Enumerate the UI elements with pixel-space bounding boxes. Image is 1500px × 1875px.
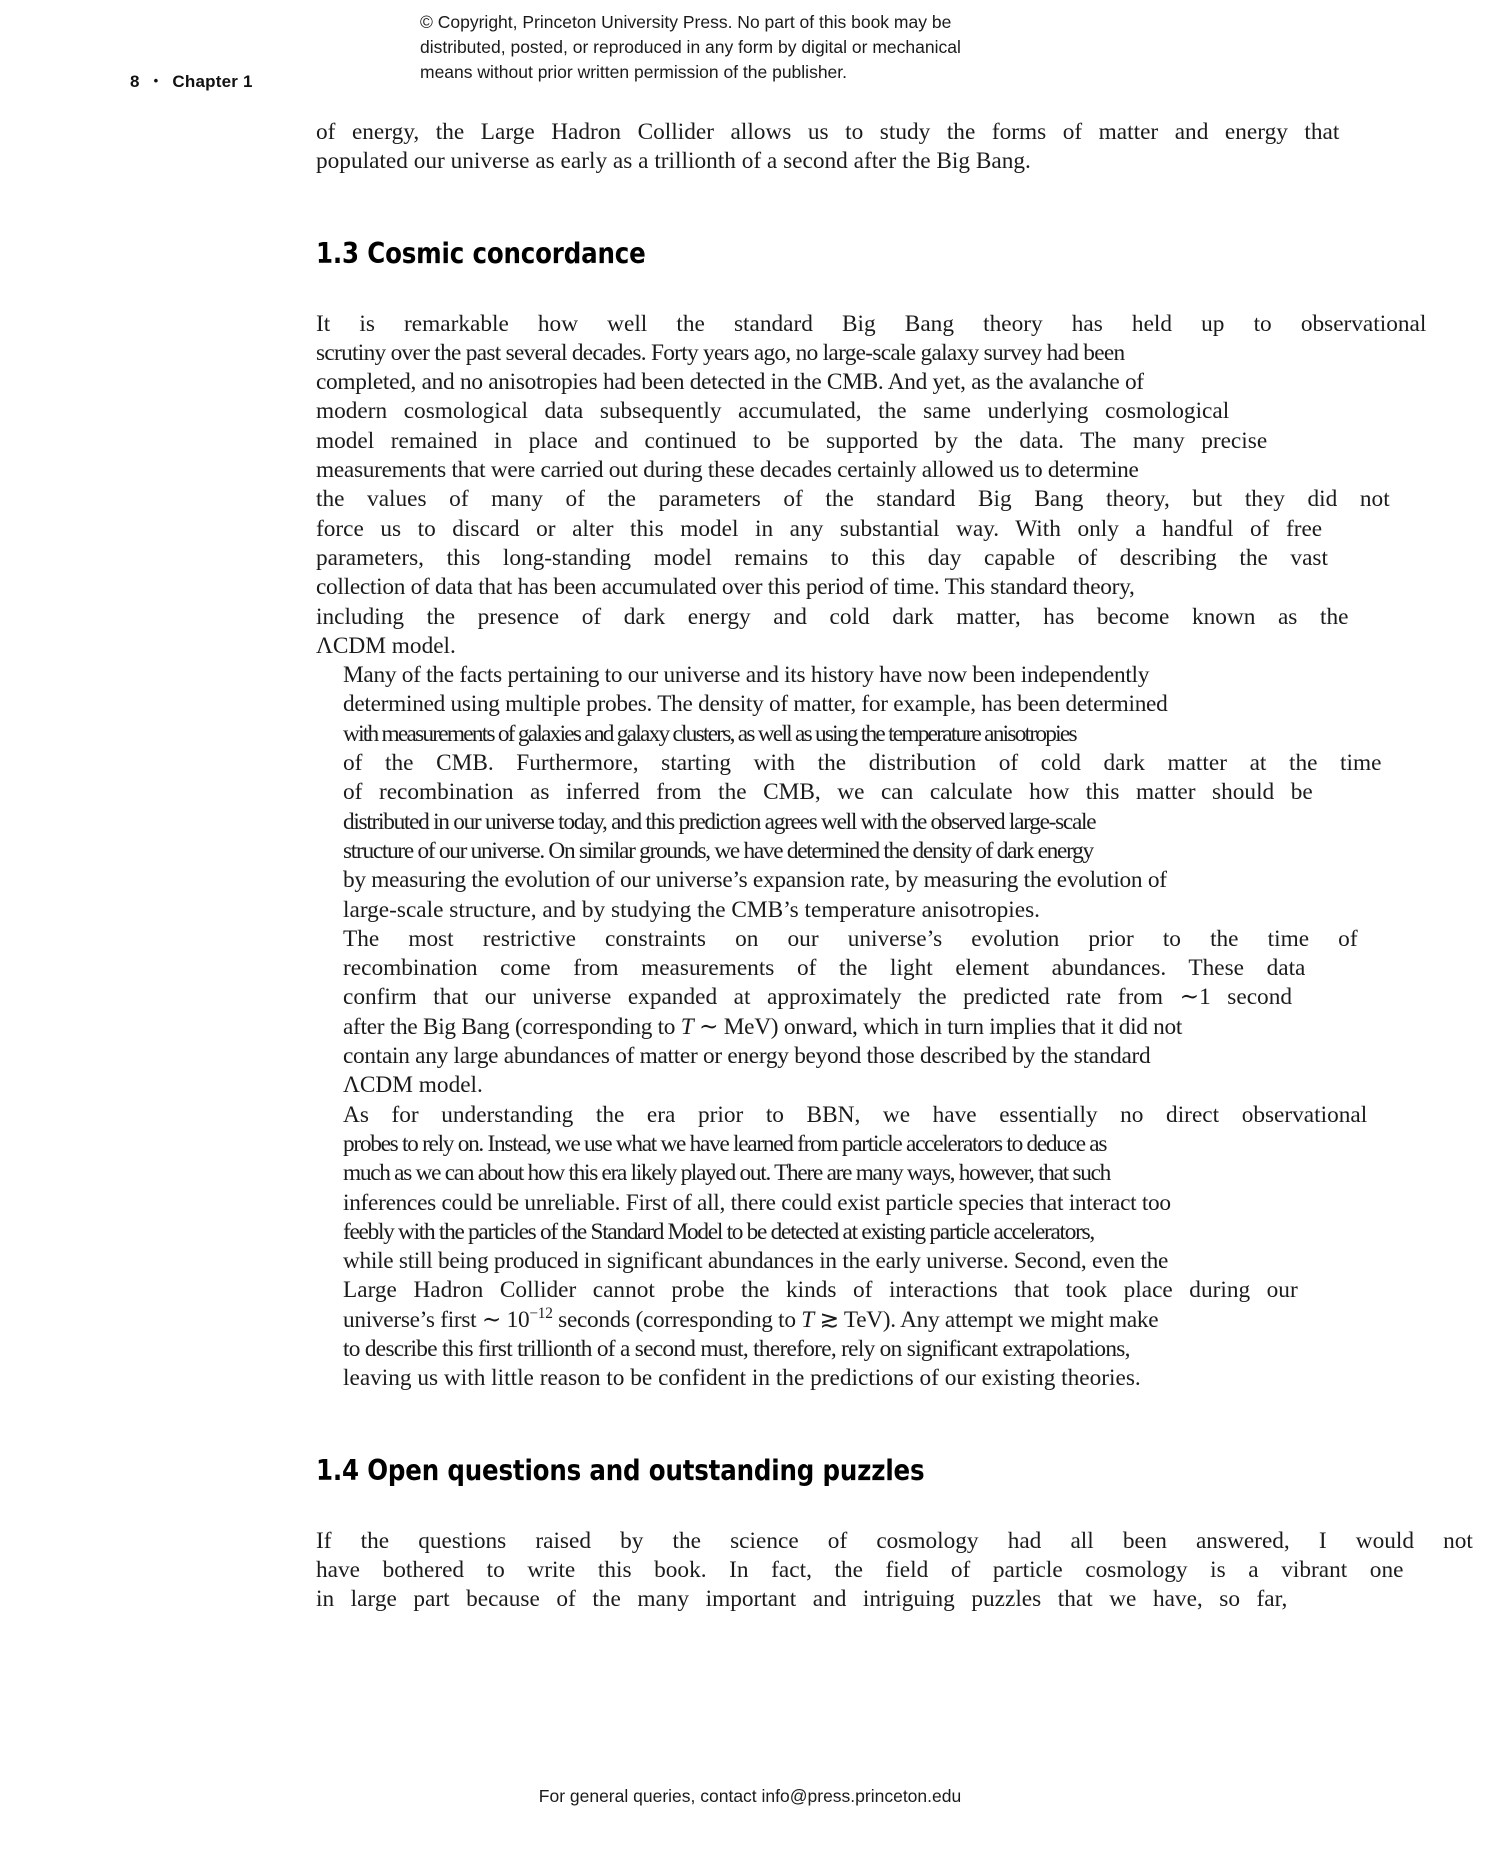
text-line: model remained in place and continued to be supported by the data. The many precise (316, 427, 1268, 454)
text-fragment: seconds (corresponding to (552, 1306, 802, 1333)
text-line: inferences could be unreliable. First of all, there could exist particle species that interact too (343, 1189, 1171, 1216)
paragraph-1-3-2 (316, 661, 1382, 925)
text-line: determined using multiple probes. The density of matter, for example, has been determined (343, 691, 1168, 718)
paragraph-1-4-1 (316, 1527, 1473, 1615)
text-line: of recombination as inferred from the CMB, we can calculate how this matter should be (343, 779, 1313, 806)
text-line: recombination come from measurements of the light element abundances. These data (343, 955, 1306, 982)
text-line: much as we can about how this era likely played out. There are many ways, however, that such (343, 1160, 1111, 1187)
text-line-math (316, 1013, 1183, 1042)
text-line: of energy, the Large Hadron Collider allows us to study the forms of matter and energy that (316, 119, 1340, 145)
text-line: parameters, this long-standing model remains to this day capable of describing the vast (316, 544, 1328, 571)
copyright-notice (420, 10, 1060, 85)
math-symbol-temperature: T (801, 1306, 814, 1333)
text-fragment: ∼ MeV) onward, which in turn implies that it did not (693, 1013, 1183, 1040)
heading-section-1-3: 1.3 Cosmic concordance (316, 236, 646, 270)
text-fragment: ≳ TeV). Any attempt we might make (813, 1306, 1159, 1333)
text-line: It is remarkable how well the standard Big Bang theory has held up to observational (316, 310, 1427, 337)
text-line: completed, and no anisotropies had been detected in the CMB. And yet, as the avalanche of (316, 369, 1144, 396)
copyright-line-1: © Copyright, Princeton University Press. No part of this book may be (420, 12, 952, 32)
text-line: with measurements of galaxies and galaxy clusters, as well as using the temperature anisotropies (343, 720, 1076, 747)
text-line: modern cosmological data subsequently accumulated, the same underlying cosmological (316, 398, 1230, 425)
paragraph-1-3-4 (316, 1101, 1368, 1394)
text-line: structure of our universe. On similar grounds, we have determined the density of dark energy (343, 837, 1093, 864)
text-line: while still being produced in significant abundances in the early universe. Second, even the (343, 1248, 1169, 1275)
paragraph-1-3-3 (316, 925, 1358, 1101)
text-line: the values of many of the parameters of the standard Big Bang theory, but they did not (316, 486, 1390, 513)
paragraph-carryover (316, 118, 1340, 177)
text-line: Large Hadron Collider cannot probe the kinds of interactions that took place during our (343, 1277, 1298, 1304)
math-symbol-temperature: T (680, 1013, 694, 1040)
text-line: in large part because of the many important and intriguing puzzles that we have, so far, (316, 1586, 1288, 1613)
chapter-label: Chapter 1 (172, 72, 253, 91)
heading-section-1-4: 1.4 Open questions and outstanding puzzles (316, 1453, 925, 1487)
math-exponent: −12 (529, 1304, 553, 1322)
text-line: The most restrictive constraints on our universe’s evolution prior to the time of (343, 925, 1358, 952)
text-line: Many of the facts pertaining to our universe and its history have now been independently (343, 662, 1150, 689)
copyright-line-3: means without prior written permission of the publisher. (420, 61, 848, 82)
copyright-line-2: distributed, posted, or reproduced in any form by digital or mechanical (420, 36, 961, 57)
text-line: If the questions raised by the science of cosmology had all been answered, I would not (316, 1527, 1473, 1554)
text-line: distributed in our universe today, and this prediction agrees well with the observed large-scale (343, 808, 1096, 835)
text-line: force us to discard or alter this model in any substantial way. With only a handful of free (316, 515, 1323, 542)
text-line: to describe this first trillionth of a second must, therefore, rely on significant extrapolations, (343, 1335, 1130, 1362)
footer-general-queries: For general queries, contact info@press.princeton.edu (538, 1786, 962, 1806)
text-fragment: universe’s first ∼ 10 (343, 1306, 530, 1333)
text-line: leaving us with little reason to be confident in the predictions of our existing theories. (343, 1365, 1141, 1392)
text-line: ΛCDM model. (343, 1072, 483, 1099)
text-fragment: after the Big Bang (corresponding to (343, 1013, 681, 1040)
text-line: collection of data that has been accumulated over this period of time. This standard theory, (316, 574, 1135, 601)
page-number: 8 (130, 72, 140, 91)
text-line: ΛCDM model. (316, 632, 456, 659)
text-column (316, 118, 1473, 1614)
text-line: of the CMB. Furthermore, starting with the distribution of cold dark matter at the time (343, 750, 1382, 777)
text-line: by measuring the evolution of our universe’s expansion rate, by measuring the evolution of (343, 867, 1167, 894)
text-line: including the presence of dark energy and cold dark matter, has become known as the (316, 603, 1349, 630)
paragraph-1-3-1 (316, 310, 1427, 662)
text-line: probes to rely on. Instead, we use what we have learned from particle accelerators to deduce as (343, 1130, 1107, 1157)
text-line: contain any large abundances of matter or energy beyond those described by the standard (343, 1043, 1151, 1070)
text-line: As for understanding the era prior to BBN, we have essentially no direct observational (343, 1101, 1368, 1128)
text-line: large-scale structure, and by studying the CMB’s temperature anisotropies. (343, 896, 1041, 923)
text-line-math (316, 1304, 1159, 1335)
running-head (130, 72, 253, 92)
text-line: confirm that our universe expanded at approximately the predicted rate from ∼1 second (343, 984, 1292, 1011)
text-line: scrutiny over the past several decades. Forty years ago, no large-scale galaxy survey had been (316, 339, 1125, 366)
running-head-separator: • (153, 73, 159, 88)
text-line: feebly with the particles of the Standard Model to be detected at existing particle accelerators, (343, 1218, 1094, 1245)
text-line: measurements that were carried out during these decades certainly allowed us to determine (316, 457, 1139, 484)
text-line: populated our universe as early as a trillionth of a second after the Big Bang. (316, 148, 1031, 175)
text-line: have bothered to write this book. In fact, the field of particle cosmology is a vibrant one (316, 1556, 1404, 1583)
